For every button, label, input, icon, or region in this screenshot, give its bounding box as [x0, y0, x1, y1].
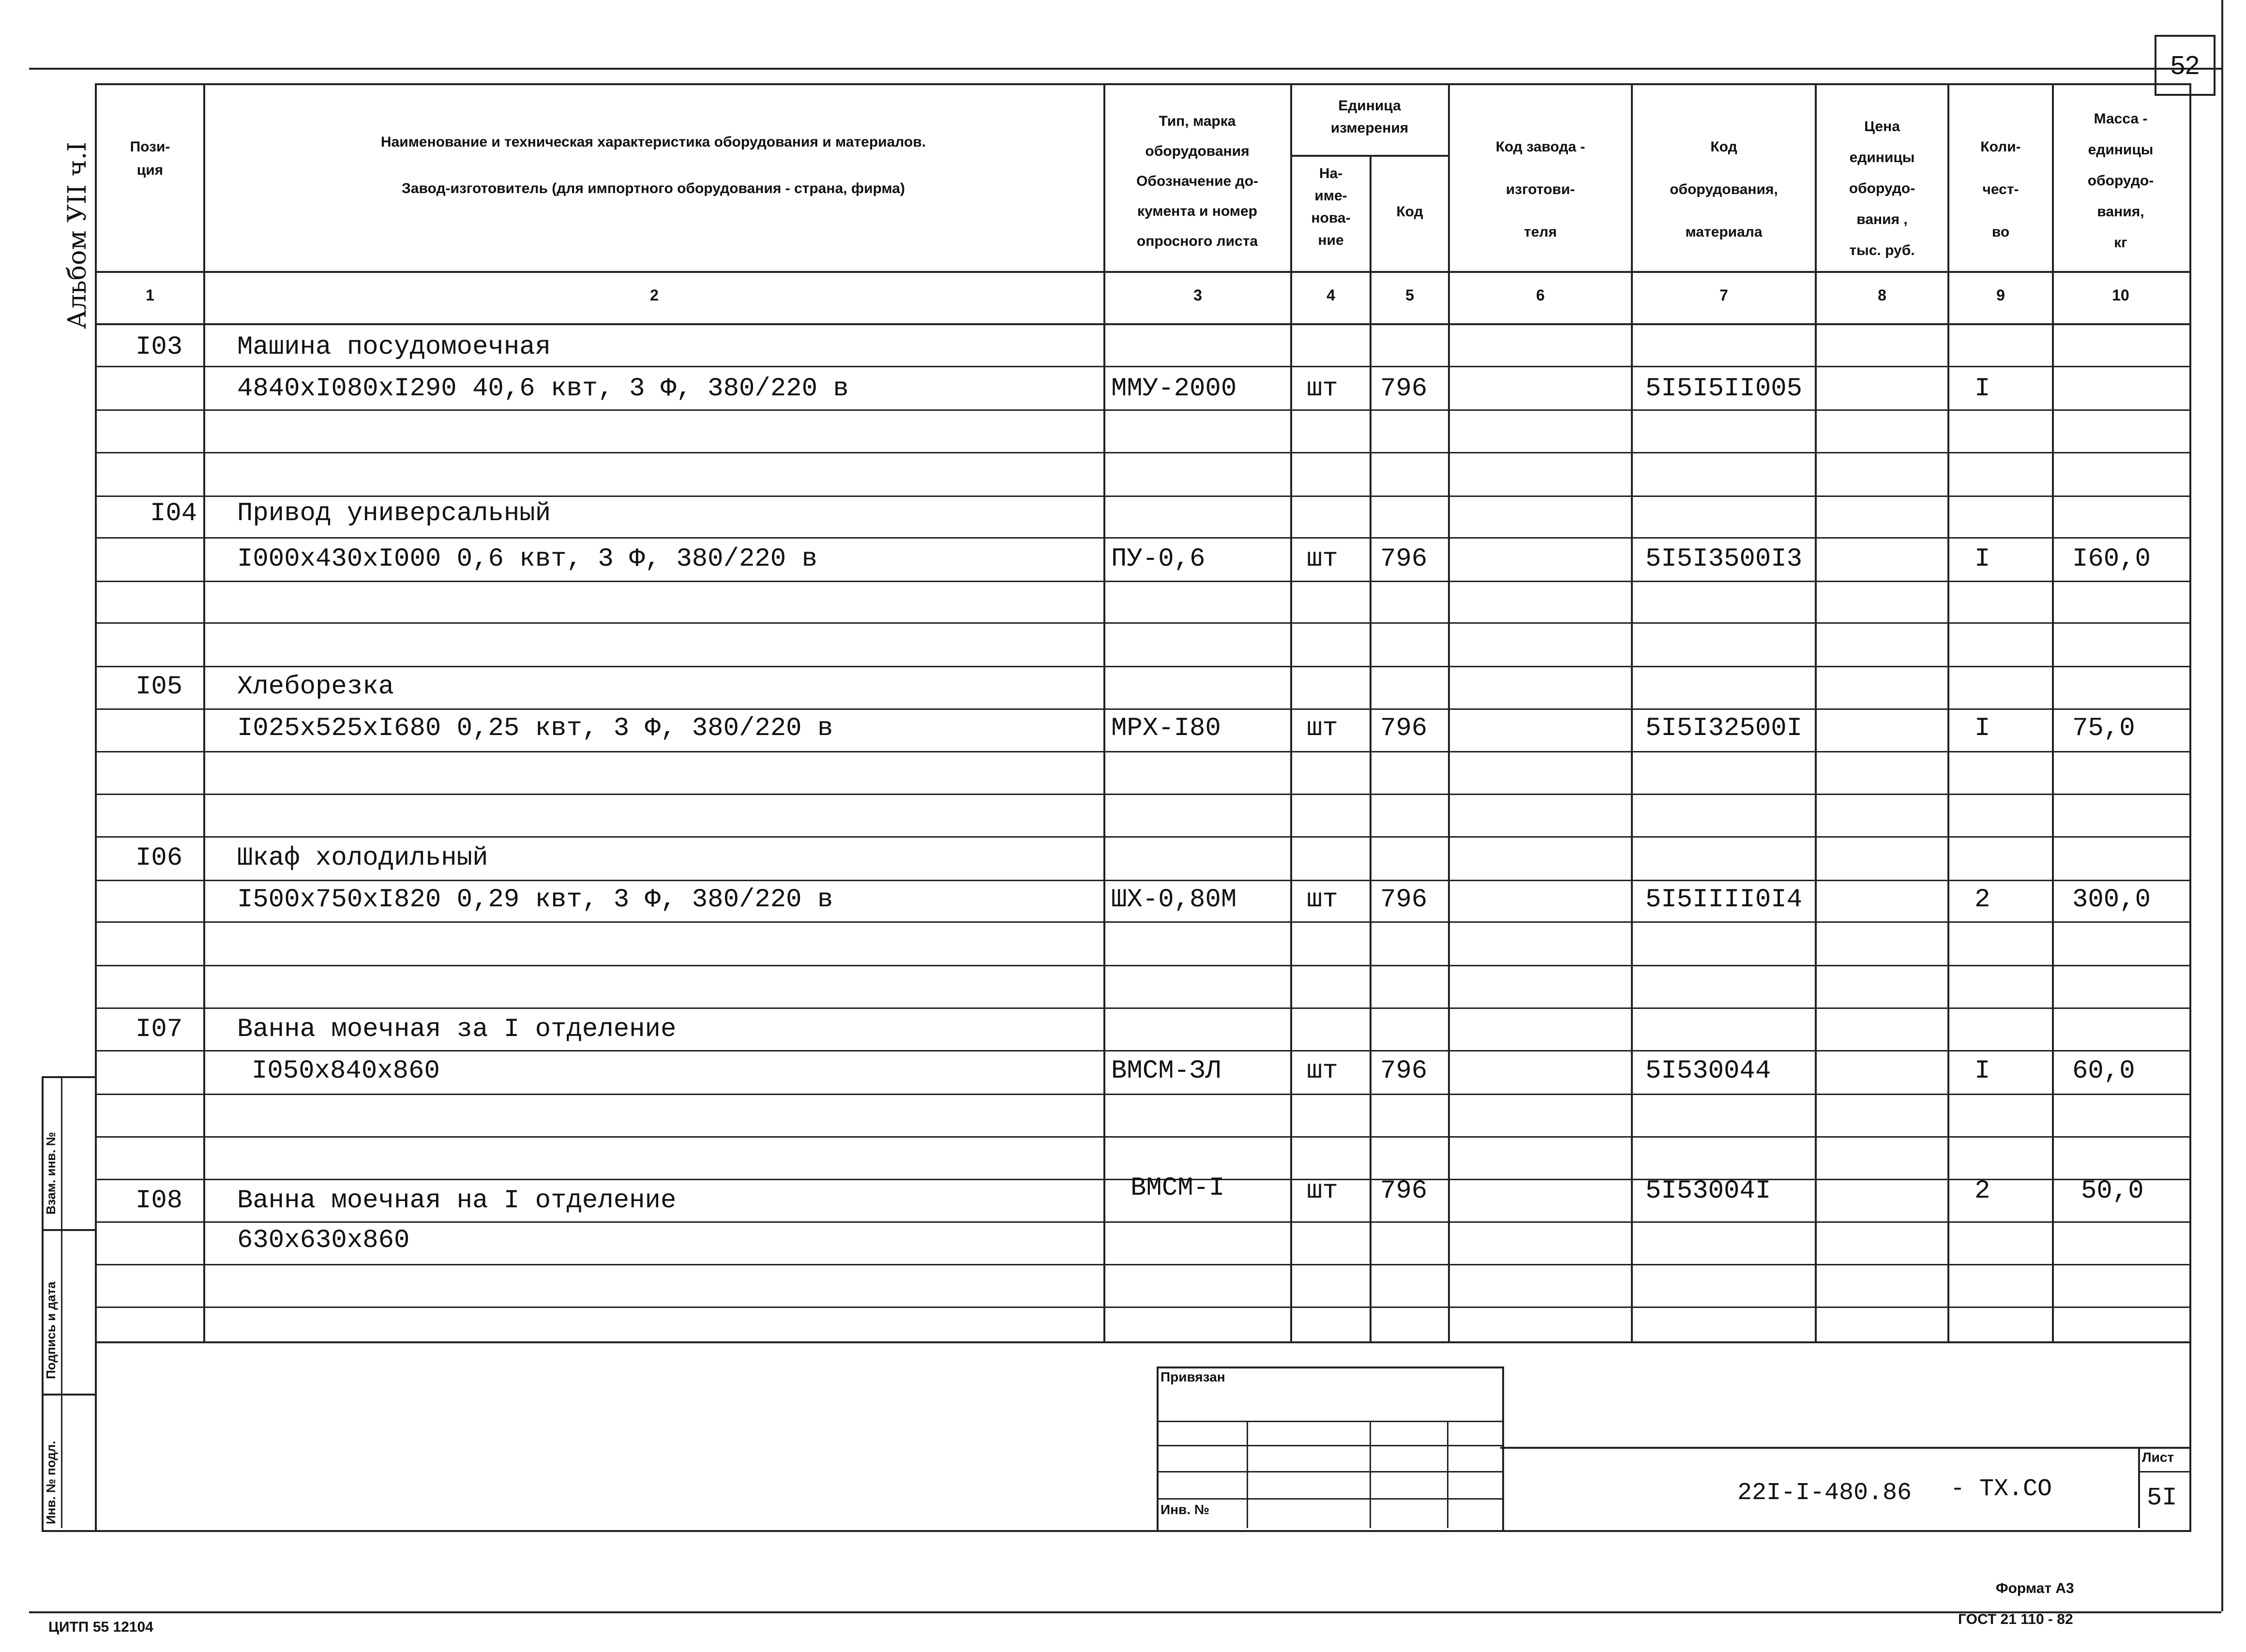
column-number: 2	[650, 286, 659, 304]
footer-gost: ГОСТ 21 110 - 82	[1958, 1611, 2073, 1627]
item-position: I06	[136, 843, 183, 873]
item-unit-code: 796	[1380, 714, 1428, 743]
item-quantity: I	[1975, 714, 1990, 743]
attached-line	[1157, 1498, 1502, 1500]
item-name: Ванна моечная на I отделение	[237, 1186, 677, 1216]
document-suffix: - ТХ.СО	[1950, 1475, 2052, 1503]
item-name: Ванна моечная за I отделение	[237, 1015, 677, 1044]
colnum-bottom-line	[95, 323, 2189, 325]
sheet-box-line	[2138, 1471, 2189, 1472]
col-line-6	[1631, 83, 1633, 1341]
header-col3: Тип, марка оборудования Обозначение до- кумента и номер опросного листа	[1136, 113, 1258, 249]
column-number: 7	[1719, 286, 1728, 304]
row-line	[95, 666, 2189, 667]
item-position: I07	[136, 1015, 183, 1044]
item-spec: I500х750хI820 0,29 квт, 3 Ф, 380/220 в	[237, 885, 833, 915]
attached-divider	[1370, 1421, 1371, 1528]
attached-divider	[1247, 1421, 1248, 1528]
attached-line	[1157, 1445, 1502, 1446]
footer-format: Формат А3	[1996, 1580, 2074, 1596]
row-line	[95, 452, 2189, 453]
item-type: МРХ-I80	[1111, 714, 1221, 743]
header-unit-group: Единица измерения	[1330, 98, 1409, 136]
item-position: I04	[150, 499, 197, 528]
item-equipment-code: 5I53004I	[1645, 1176, 1771, 1206]
row-line	[95, 366, 2189, 367]
item-mass: 60,0	[2072, 1056, 2135, 1086]
col-line-3	[1290, 83, 1292, 1341]
item-position: I08	[136, 1186, 183, 1216]
item-quantity: I	[1975, 544, 1990, 574]
item-unit-code: 796	[1380, 1056, 1428, 1086]
header-col2: Наименование и техническая характеристика оборудования и материалов. Завод-изготовитель (для импортного оборудования - страна, фирма)	[380, 134, 926, 196]
header-col6: Код завода - изготови- теля	[1495, 139, 1585, 240]
item-quantity: 2	[1975, 885, 1990, 915]
header-col9: Коли- чест- во	[1980, 139, 2021, 240]
row-line	[95, 581, 2189, 582]
header-col1: Пози- ция	[130, 139, 170, 178]
sheet-label: Лист	[2142, 1450, 2174, 1465]
row-line	[95, 409, 2189, 411]
row-line	[95, 1264, 2189, 1265]
margin-stamp-divider	[61, 1076, 62, 1528]
item-name: Хлеборезка	[237, 672, 394, 702]
attached-label: Привязан	[1161, 1369, 1225, 1384]
item-equipment-code: 5I5I32500I	[1645, 714, 1803, 743]
column-number: 4	[1326, 286, 1335, 304]
item-spec: 630х630х860	[237, 1226, 410, 1255]
item-equipment-code: 5I5I3500I3	[1645, 544, 1803, 574]
item-unit-code: 796	[1380, 885, 1428, 915]
item-type: ВМСМ-I	[1131, 1173, 1225, 1203]
attached-divider	[1447, 1421, 1448, 1528]
col-line-4	[1370, 155, 1372, 1341]
item-mass: 300,0	[2072, 885, 2151, 915]
bottom-border	[29, 1611, 2221, 1613]
row-line	[95, 921, 2189, 923]
row-line	[95, 1136, 2189, 1138]
header-col4: На- име- нова- ние	[1311, 165, 1351, 248]
column-number: 8	[1878, 286, 1886, 304]
item-type: ПУ-0,6	[1111, 544, 1206, 574]
item-mass: 50,0	[2081, 1176, 2144, 1206]
row-line	[95, 1094, 2189, 1095]
item-spec: I000х430хI000 0,6 квт, 3 Ф, 380/220 в	[237, 544, 817, 574]
page-number: 52	[2170, 51, 2200, 80]
stamp-inv-original: Инв. № подл.	[44, 1441, 58, 1524]
attached-line	[1157, 1421, 1502, 1422]
item-equipment-code: 5I5I5II005	[1645, 374, 1803, 404]
row-line	[95, 965, 2189, 966]
item-quantity: I	[1975, 1056, 1990, 1086]
inv-no-label: Инв. №	[1161, 1502, 1210, 1517]
document-code: 22I-I-480.86	[1737, 1479, 1912, 1507]
item-equipment-code: 5I5IIII0I4	[1645, 885, 1803, 915]
item-position: I05	[136, 672, 183, 702]
item-quantity: 2	[1975, 1176, 1990, 1206]
item-unit: шт	[1307, 885, 1338, 915]
row-line	[95, 708, 2189, 710]
header-col8: Цена единицы оборудо- вания , тыс. руб.	[1849, 119, 1915, 258]
margin-stamp-line	[42, 1229, 95, 1231]
col-line-5	[1448, 83, 1450, 1341]
item-name: Шкаф холодильный	[237, 843, 488, 873]
item-mass: I60,0	[2072, 544, 2151, 574]
col-line-7	[1815, 83, 1817, 1341]
row-line	[95, 622, 2189, 624]
row-line	[95, 1221, 2189, 1223]
item-unit: шт	[1307, 1056, 1338, 1086]
top-border	[29, 68, 2221, 70]
column-number: 1	[146, 286, 154, 304]
item-type: ШХ-0,80М	[1111, 885, 1237, 915]
row-line	[95, 537, 2189, 539]
item-spec: 4840хI080хI290 40,6 квт, 3 Ф, 380/220 в	[237, 374, 849, 404]
header-col10: Масса - единицы оборудо- вания, кг	[2087, 111, 2154, 251]
col-line-9	[2052, 83, 2054, 1341]
header-col7: Код оборудования, материала	[1670, 139, 1778, 240]
margin-stamp-line	[42, 1394, 95, 1396]
unit-group-line	[1290, 155, 1448, 157]
header-bottom-line	[95, 271, 2189, 273]
item-unit-code: 796	[1380, 374, 1428, 404]
stamp-signature-date: Подпись и дата	[44, 1281, 58, 1379]
item-unit: шт	[1307, 714, 1338, 743]
row-line	[95, 1007, 2189, 1009]
stamp-replace-inv: Взам. инв. №	[44, 1132, 58, 1215]
col-line-2	[1103, 83, 1105, 1341]
album-title: Альбом УII ч.I	[63, 142, 92, 329]
item-position: I03	[136, 332, 183, 362]
table-body-bottom	[95, 1341, 2189, 1343]
item-unit: шт	[1307, 1176, 1338, 1206]
attached-line	[1157, 1471, 1502, 1472]
title-block-top	[1500, 1447, 2189, 1449]
item-unit-code: 796	[1380, 544, 1428, 574]
col-line-1	[203, 83, 205, 1341]
column-number: 10	[2112, 286, 2129, 304]
column-number: 9	[1996, 286, 2005, 304]
item-mass: 75,0	[2072, 714, 2135, 743]
row-line	[95, 794, 2189, 795]
row-line	[95, 496, 2189, 497]
column-number: 5	[1405, 286, 1414, 304]
row-line	[95, 1307, 2189, 1308]
column-number: 3	[1193, 286, 1202, 304]
item-equipment-code: 5I530044	[1645, 1056, 1771, 1086]
item-spec: I050х840х860	[252, 1056, 440, 1086]
column-number: 6	[1536, 286, 1545, 304]
right-border	[2221, 0, 2223, 1611]
item-type: ВМСМ-ЗЛ	[1111, 1056, 1221, 1086]
sheet-number: 5I	[2147, 1484, 2177, 1512]
row-line	[95, 836, 2189, 838]
item-unit-code: 796	[1380, 1176, 1428, 1206]
col-line-8	[1947, 83, 1949, 1341]
item-spec: I025х525хI680 0,25 квт, 3 Ф, 380/220 в	[237, 714, 833, 743]
header-col5: Код	[1396, 204, 1423, 220]
row-line	[95, 880, 2189, 881]
item-unit: шт	[1307, 374, 1338, 404]
item-name: Привод универсальный	[237, 499, 551, 528]
footer-left-code: ЦИТП 55 12104	[48, 1619, 153, 1635]
item-quantity: I	[1975, 374, 1990, 404]
row-line	[95, 1050, 2189, 1051]
item-unit: шт	[1307, 544, 1338, 574]
item-name: Машина посудомоечная	[237, 332, 551, 362]
row-line	[95, 751, 2189, 752]
item-type: ММУ-2000	[1111, 374, 1237, 404]
